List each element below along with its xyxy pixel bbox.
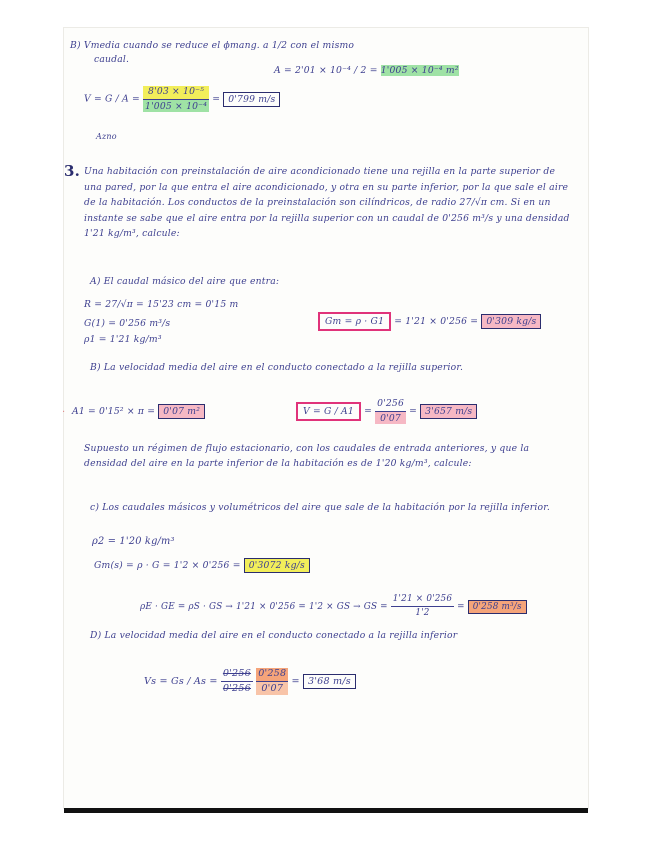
density2-line: ρ2 = 1'20 kg/m³	[92, 536, 175, 547]
balance-text: ρE · GE = ρS · GS → 1'21 × 0'256 = 1'2 × GS → GS =	[140, 601, 388, 612]
stationary-statement: Supuesto un régimen de flujo estacionario, con los caudales de entrada anteriores, y que la densidad del aire en la parte inferior de la habitación es de 1'20 kg/m³, calcule:	[84, 443, 530, 469]
area1-calc-text: A1 = 0'15² × π =	[72, 406, 156, 417]
velocity-denominator: 1'005 × 10⁻⁴	[145, 100, 208, 112]
velocity1-formula: V = G / A1	[296, 402, 361, 421]
velocity-left: V = G / A =	[84, 93, 140, 105]
gs-fraction	[391, 594, 454, 619]
problem-statement: Una habitación con preinstalación de aire acondicionado tiene una rejilla en la parte superior de una pared, por la que entra el aire acondicionado, y otra en su parte inferior, por la que sale el aire de la habitación. Los conductos de la preinstalación son cilíndricos, de radio 27/√π cm. Si en un instante se sabe que el aire entra por la rejilla superior con un caudal de 0'256 m³/s y una densidad 1'21 kg/m³, calcule:	[84, 166, 570, 239]
velocity1-result: 3'657 m/s	[420, 404, 477, 419]
partB-top-area	[274, 65, 459, 77]
balance-calc	[140, 594, 527, 619]
vs-denominator: 0'07	[256, 682, 288, 695]
partA-title: A) El caudal másico del aire que entra:	[90, 276, 280, 287]
partC-title: c) Los caudales másicos y volumétricos del aire que sale de la habitación por la rejilla inferior.	[90, 502, 550, 513]
mass-flow-result: 0'309 kg/s	[481, 314, 541, 329]
area-equation: A = 2'01 × 10⁻⁴ / 2 =	[274, 65, 378, 76]
velocity1-equals: =	[364, 405, 372, 417]
area-result: 1'005 × 10⁻⁴ m²	[380, 65, 459, 76]
partB-top-line1: B) Vmedia cuando se reduce el ϕmang. a 1/2 con el mismo	[70, 40, 355, 51]
velocity-numerator: 8'03 × 10⁻⁵	[143, 86, 209, 100]
partB-title: B) La velocidad media del aire en el conducto conectado a la rejilla superior.	[90, 362, 464, 373]
velocity1-calc	[296, 398, 477, 424]
mass-flow2-calc-text: Gm(s) = ρ · G = 1'2 × 0'256 =	[94, 560, 241, 571]
velocity1-numerator: 0'256	[375, 398, 406, 412]
partD-title: D) La velocidad media del aire en el conducto conectado a la rejilla inferior	[90, 630, 458, 641]
velocity1-fraction	[375, 398, 406, 424]
mass-flow-calc	[318, 316, 541, 328]
gs-denominator: 1'2	[415, 607, 430, 618]
vs-numerator: 0'258	[256, 668, 288, 682]
velocity-equals: =	[212, 93, 221, 105]
velocity-result-box: 0'799 m/s	[223, 92, 280, 107]
velocity1-denominator: 0'07	[375, 412, 406, 425]
mass-flow2-calc	[94, 560, 310, 572]
scribble-text: Azno	[96, 132, 117, 141]
mass-flow-calc-text: = 1'21 × 0'256 =	[394, 316, 479, 327]
vs-struck-numerator: 0'256	[221, 668, 253, 682]
vs-equals: =	[291, 675, 300, 687]
area1-result: 0'07 m²	[158, 404, 205, 419]
flow-line: G(1) = 0'256 m³/s	[84, 318, 171, 329]
gs-numerator: 1'21 × 0'256	[391, 594, 454, 607]
vs-struck-denominator: 0'256	[222, 682, 251, 694]
mass-flow2-result: 0'3072 kg/s	[244, 558, 310, 573]
margin-mark: ·	[62, 407, 66, 418]
vs-fraction	[256, 668, 288, 695]
area1-calc	[72, 406, 205, 418]
velocity-fraction	[143, 86, 209, 112]
notebook-page	[64, 28, 588, 808]
page-bottom-rule	[64, 808, 588, 813]
vs-struck-fraction	[221, 668, 253, 695]
problem-number: 3.	[64, 162, 81, 180]
mass-flow-formula: Gm = ρ · G1	[318, 312, 391, 331]
radius-line: R = 27/√π = 15'23 cm = 0'15 m	[84, 299, 239, 310]
partB-top-line2: caudal.	[94, 54, 130, 65]
density1-line: ρ1 = 1'21 kg/m³	[84, 334, 162, 345]
partB-top-velocity	[84, 86, 280, 112]
gs-equals: =	[457, 601, 465, 612]
vs-result-box: 3'68 m/s	[303, 674, 356, 689]
vs-calc	[144, 668, 356, 695]
vs-left: Vs = Gs / As =	[144, 675, 218, 687]
gs-result: 0'258 m³/s	[468, 600, 527, 614]
velocity1-equals2: =	[409, 405, 418, 417]
